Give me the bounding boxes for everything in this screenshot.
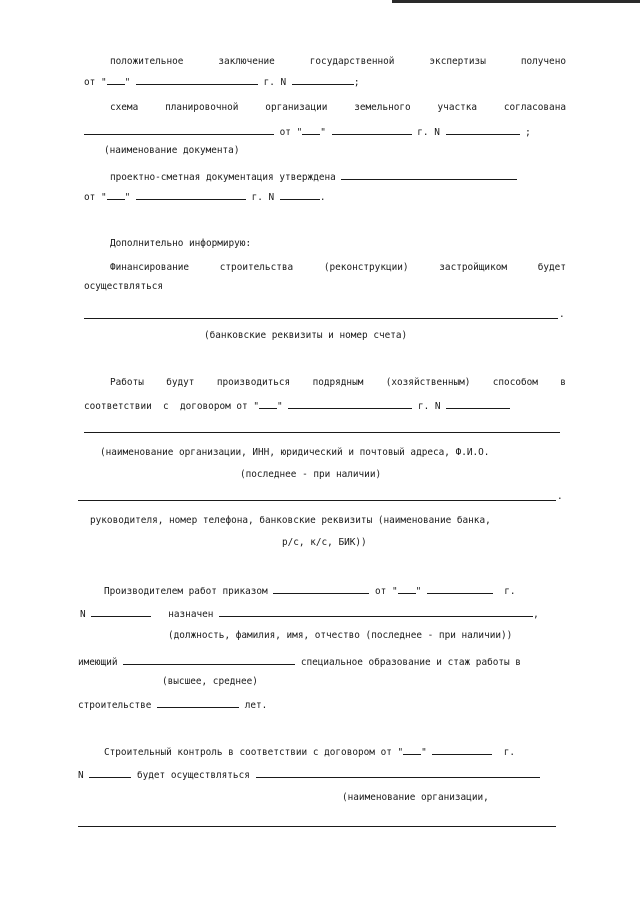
word: положительное (110, 56, 184, 67)
project-approved-label: проектно-сметная документация утверждена (110, 172, 336, 183)
quote: " (320, 127, 326, 138)
will-be-label: будет осуществляться (136, 770, 250, 781)
project-line-1 (110, 170, 517, 184)
date-blank[interactable] (427, 584, 493, 594)
punct: . (559, 309, 565, 320)
bank-caption: (банковские реквизиты и номер счета) (204, 330, 408, 341)
control-label: Строительный контроль в соответствии с договором от (104, 747, 392, 758)
number-blank[interactable] (89, 768, 131, 778)
date-blank[interactable] (288, 399, 412, 409)
punct: . (557, 491, 563, 502)
day-blank[interactable] (107, 190, 125, 200)
year-abbr: г. (504, 586, 516, 597)
order-blank[interactable] (273, 584, 369, 594)
word: схема (110, 102, 139, 113)
quote: " (124, 192, 131, 203)
financing-line-2: осуществляться (84, 281, 164, 292)
organization-caption-1: (наименование организации, ИНН, юридический и почтовый адреса, Ф.И.О. (100, 447, 490, 458)
quote: " (397, 747, 404, 758)
date-blank[interactable] (332, 125, 412, 135)
having-label: имеющий (78, 657, 118, 668)
years-label: лет. (244, 700, 268, 711)
quote: " (421, 747, 427, 758)
from-label: от (84, 77, 96, 88)
number-blank[interactable] (280, 190, 320, 200)
quote: " (277, 401, 283, 412)
education-blank[interactable] (123, 655, 295, 665)
quote: " (253, 401, 259, 412)
day-blank[interactable] (107, 75, 125, 85)
number-sign: N (78, 770, 84, 781)
day-blank[interactable] (398, 584, 416, 594)
control-details-blank[interactable] (78, 826, 556, 827)
organization-caption-2: (последнее - при наличии) (240, 469, 382, 480)
document-name-caption: (наименование документа) (104, 145, 240, 156)
from-label: от (84, 192, 96, 203)
word: строительства (219, 262, 294, 273)
financing-line-1 (110, 262, 566, 274)
quote: " (391, 586, 398, 597)
years-blank[interactable] (157, 698, 239, 708)
day-blank[interactable] (403, 745, 421, 755)
producer-line-2 (80, 607, 539, 621)
quote: " (100, 192, 107, 203)
word: планировочной (165, 102, 239, 113)
assigned-label: назначен (168, 609, 214, 620)
producer-line-4 (78, 655, 521, 669)
additional-heading: Дополнительно информирую: (110, 238, 252, 249)
word: застройщиком (439, 262, 508, 273)
word: в (560, 377, 566, 388)
punct: ; (525, 127, 531, 138)
word: заключение (218, 56, 275, 67)
contract-label: соответствии с договором от (84, 401, 248, 412)
approval-blank[interactable] (341, 170, 517, 180)
organization-blank[interactable] (84, 432, 560, 433)
word: государственной (309, 56, 395, 67)
year-abbr: г. (417, 127, 429, 138)
word: будут (166, 377, 195, 388)
expertise-line-1 (110, 56, 566, 68)
year-abbr: г. (251, 192, 263, 203)
from-label: от (279, 127, 291, 138)
year-abbr: г. (503, 747, 516, 758)
manager-caption-2: р/с, к/с, БИК)) (282, 537, 367, 548)
word: (реконструкции) (323, 262, 409, 273)
word: экспертизы (429, 56, 486, 67)
word: организации (265, 102, 328, 113)
punct: ; (353, 77, 360, 88)
number-sign: N (80, 609, 86, 620)
order-label: Производителем работ приказом (104, 586, 268, 597)
year-abbr: г. (263, 77, 275, 88)
word: согласована (503, 102, 566, 113)
day-blank[interactable] (302, 125, 320, 135)
control-line-2 (78, 768, 540, 782)
producer-line-1 (104, 584, 516, 598)
word: Финансирование (110, 262, 190, 273)
control-line-1 (104, 745, 515, 759)
top-edge-mark (392, 0, 640, 3)
word: подрядным (312, 377, 364, 388)
manager-caption-1: руководителя, номер телефона, банковские реквизиты (наименование банка, (90, 515, 491, 526)
scheme-line-1 (110, 102, 566, 114)
date-blank[interactable] (432, 745, 492, 755)
word: способом (492, 377, 538, 388)
assignee-blank[interactable] (219, 607, 533, 617)
punct: . (319, 192, 326, 203)
quote: " (415, 586, 422, 597)
word: земельного (354, 102, 411, 113)
number-blank[interactable] (292, 75, 354, 85)
works-line-1 (110, 377, 566, 389)
number-sign: N (434, 127, 440, 138)
quote: " (124, 77, 131, 88)
works-line-2 (84, 399, 510, 413)
control-org-caption: (наименование организации, (342, 792, 489, 803)
quote: " (296, 127, 303, 138)
expertise-line-2 (84, 75, 360, 89)
quote: " (100, 77, 107, 88)
date-blank[interactable] (136, 190, 246, 200)
word: участка (437, 102, 478, 113)
number-blank[interactable] (446, 399, 510, 409)
word: (хозяйственным) (385, 377, 471, 388)
producer-line-6 (78, 698, 267, 712)
number-blank[interactable] (446, 125, 520, 135)
number-sign: N (280, 77, 287, 88)
date-blank[interactable] (136, 75, 258, 85)
word: получено (520, 56, 566, 67)
number-sign: N (268, 192, 275, 203)
education-label: специальное образование и стаж работы в (300, 657, 521, 668)
bank-details-blank[interactable] (84, 318, 558, 319)
scheme-line-2 (84, 125, 531, 139)
control-organization-blank[interactable] (256, 768, 540, 778)
education-caption: (высшее, среднее) (162, 676, 258, 687)
number-blank[interactable] (91, 607, 151, 617)
word: Работы (110, 377, 144, 388)
organization-details-blank[interactable] (78, 500, 556, 501)
word: будет (537, 262, 566, 273)
from-label: от (375, 586, 387, 597)
punct: , (533, 609, 539, 620)
position-caption: (должность, фамилия, имя, отчество (последнее - при наличии)) (168, 630, 513, 641)
construction-label: строительстве (78, 700, 152, 711)
document-blank[interactable] (84, 125, 274, 135)
day-blank[interactable] (259, 399, 277, 409)
year-abbr: г. (417, 401, 430, 412)
number-sign: N (434, 401, 441, 412)
word: производиться (216, 377, 291, 388)
project-line-2 (84, 190, 326, 204)
